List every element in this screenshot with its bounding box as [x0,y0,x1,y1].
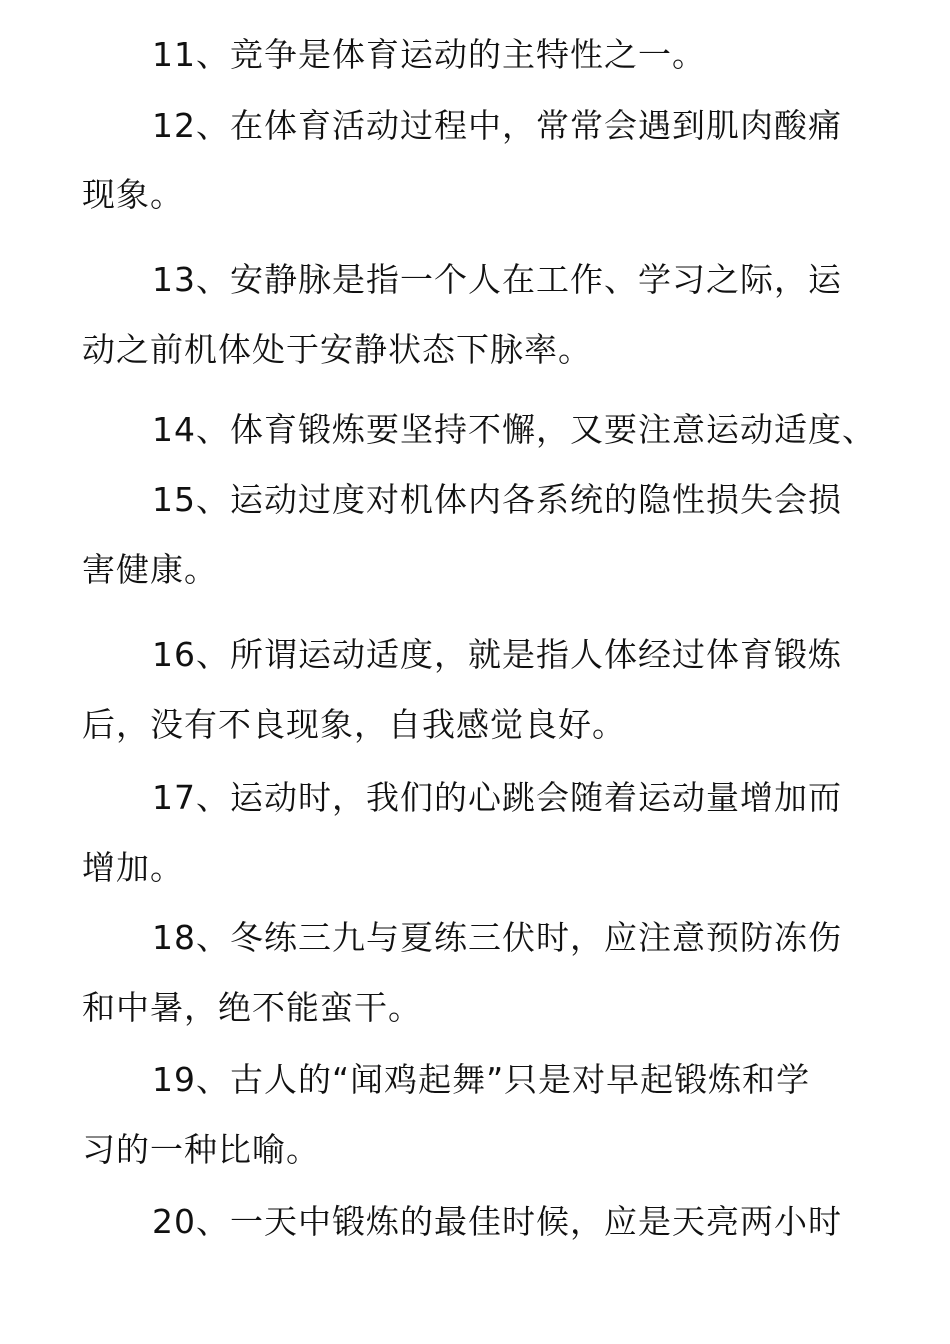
paragraph-13-line-1: 13、安静脉是指一个人在工作、学习之际，运 [152,260,842,299]
paragraph-16-line-2: 后，没有不良现象，自我感觉良好。 [82,705,626,744]
paragraph-20-line-1: 20、一天中锻炼的最佳时候，应是天亮两小时 [152,1202,842,1241]
paragraph-19-line-1: 19、古人的“闻鸡起舞”只是对早起锻炼和学 [152,1060,811,1099]
paragraph-15-line-2: 害健康。 [82,550,218,589]
paragraph-13-line-2: 动之前机体处于安静状态下脉率。 [82,330,592,369]
paragraph-18-line-1: 18、冬练三九与夏练三伏时，应注意预防冻伤 [152,918,842,957]
paragraph-19-line-2: 习的一种比喻。 [82,1130,320,1169]
paragraph-16-line-1: 16、所谓运动适度，就是指人体经过体育锻炼 [152,635,842,674]
paragraph-12-line-1: 12、在体育活动过程中，常常会遇到肌肉酸痛 [152,106,842,145]
paragraph-12-line-2: 现象。 [82,175,184,214]
paragraph-15-line-1: 15、运动过度对机体内各系统的隐性损失会损 [152,480,842,519]
paragraph-14-line-1: 14、体育锻炼要坚持不懈，又要注意运动适度、 [152,410,876,449]
paragraph-18-line-2: 和中暑，绝不能蛮干。 [82,988,422,1027]
paragraph-17-line-1: 17、运动时，我们的心跳会随着运动量增加而 [152,778,842,817]
paragraph-17-line-2: 增加。 [82,848,184,887]
paragraph-11-line-1: 11、竞争是体育运动的主特性之一。 [152,35,706,74]
